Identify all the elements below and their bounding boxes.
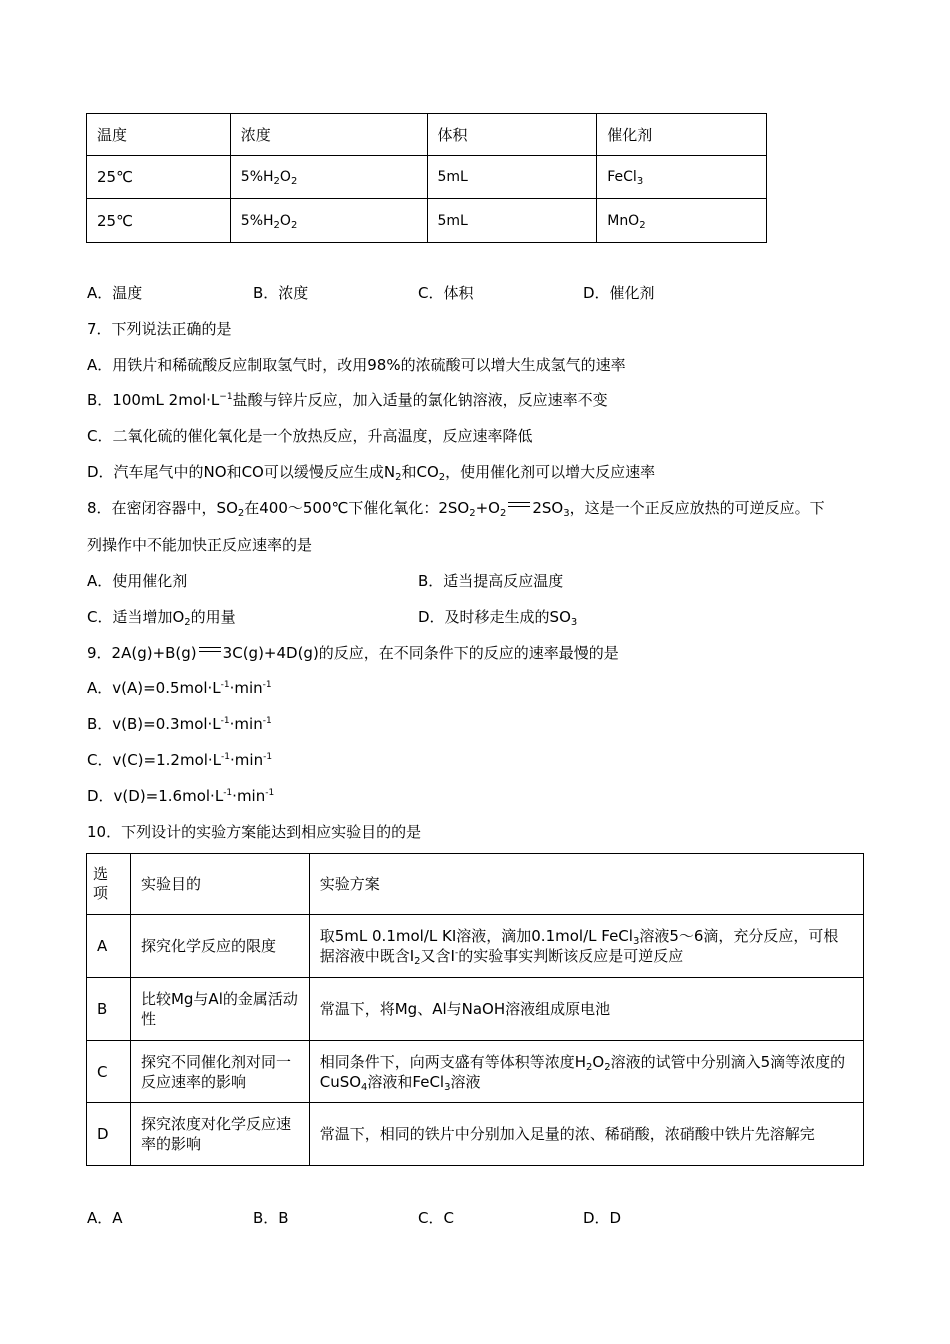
table-row: [87, 978, 864, 1041]
q9-option-a: A．$v(A)=0.5mol\cdot L^{-1}\cdot\min^{-1}$: [87, 679, 272, 697]
cell-purpose: 比较Mg与Al的金属活动性: [130, 978, 309, 1041]
q7-option-d: D．汽车尾气中的NO和CO可以缓慢反应生成$N_2$和$CO_2$，使用催化剂可以增大反应速率: [87, 463, 656, 483]
q8-option-d: D．及时移走生成的$SO_3$: [418, 608, 578, 628]
q7-option-c: C．二氧化硫的催化氧化是一个放热反应，升高温度，反应速率降低: [87, 427, 533, 445]
header-plan: 实验方案: [309, 854, 863, 915]
header-purpose: 实验目的: [130, 854, 309, 915]
cell-temperature: 25℃: [87, 199, 231, 243]
cell-catalyst: MnO$_2$: [597, 199, 767, 243]
cell-option: B: [87, 978, 131, 1041]
q8-option-a: A．使用催化剂: [87, 572, 188, 590]
reversible-arrow-icon: [506, 499, 532, 511]
q9-option-b: B．$v(B)=0.3mol\cdot L^{-1}\cdot\min^{-1}$: [87, 715, 272, 733]
experiment-conditions-table: [86, 113, 767, 243]
q8-stem-line1: 8．在密闭容器中，$SO_2$在400～500℃下催化氧化：$2SO_2+O_2$ $2SO_3$，这是一个正反应放热的可逆反应。下: [87, 499, 825, 519]
header-catalyst: 催化剂: [597, 114, 767, 156]
cell-option: A: [87, 915, 131, 978]
cell-option: D: [87, 1103, 131, 1166]
header-concentration: 浓度: [230, 114, 427, 156]
q7-stem: 7．下列说法正确的是: [87, 320, 232, 338]
q7-option-b: B．100mL $2mol\cdot L^{-1}$盐酸与锌片反应，加入适量的氯化钠溶液，反应速率不变: [87, 391, 608, 409]
q9-option-d: D．$v(D)=1.6mol\cdot L^{-1}\cdot\min^{-1}$: [87, 787, 275, 805]
cell-plan: 常温下，将Mg、Al与NaOH溶液组成原电池: [309, 978, 863, 1041]
header-volume: 体积: [427, 114, 597, 156]
cell-purpose: 探究浓度对化学反应速率的影响: [130, 1103, 309, 1166]
q6-option-c: C．体积: [418, 284, 474, 302]
q8-option-b: B．适当提高反应温度: [418, 572, 564, 590]
cell-volume: 5mL: [427, 199, 597, 243]
table-row: [87, 915, 864, 978]
q6-option-b: B．浓度: [253, 284, 309, 302]
table-row: [87, 199, 767, 243]
q10-option-d: D．D: [583, 1209, 622, 1227]
q6-option-a: A．温度: [87, 284, 143, 302]
cell-concentration: $5\%H_2O_2$: [230, 156, 427, 199]
q6-option-d: D．催化剂: [583, 284, 655, 302]
q10-stem: 10．下列设计的实验方案能达到相应实验目的的是: [87, 823, 422, 841]
table-row: [87, 156, 767, 199]
cell-plan: 常温下，相同的铁片中分别加入足量的浓、稀硝酸，浓硝酸中铁片先溶解完: [309, 1103, 863, 1166]
header-option: 选项: [87, 854, 131, 915]
q8-option-c: C．适当增加$O_2$的用量: [87, 608, 236, 628]
table-header-row: [87, 114, 767, 156]
cell-plan: 取5mL 0.1mol/L KI溶液，滴加0.1mol/L FeCl$_3$溶液5～6滴，充分反应，可根据溶液中既含$I_2$又含I-的实验事实判断该反应是可逆反应: [309, 915, 863, 978]
q10-option-a: A．A: [87, 1209, 123, 1227]
cell-catalyst: FeCl$_3$: [597, 156, 767, 199]
experiment-plan-table: [86, 853, 864, 1166]
table-header-row: [87, 854, 864, 915]
table-row: [87, 1103, 864, 1166]
reversible-arrow-icon: [197, 644, 223, 656]
cell-purpose: 探究不同催化剂对同一反应速率的影响: [130, 1041, 309, 1103]
cell-volume: 5mL: [427, 156, 597, 199]
cell-purpose: 探究化学反应的限度: [130, 915, 309, 978]
q9-stem: 9．2A(g)+B(g) 3C(g)+4D(g)的反应，在不同条件下的反应的速率最慢的是: [87, 644, 619, 662]
q7-option-a: A．用铁片和稀硫酸反应制取氢气时，改用98%的浓硫酸可以增大生成氢气的速率: [87, 356, 626, 374]
cell-temperature: 25℃: [87, 156, 231, 199]
cell-option: C: [87, 1041, 131, 1103]
cell-plan: 相同条件下，向两支盛有等体积等浓度$H_2O_2$溶液的试管中分别滴入5滴等浓度的CuSO$_4$溶液和FeCl$_3$溶液: [309, 1041, 863, 1103]
q8-stem-line2: 列操作中不能加快正反应速率的是: [87, 536, 313, 554]
q10-option-c: C．C: [418, 1209, 454, 1227]
q9-option-c: C．$v(C)=1.2mol\cdot L^{-1}\cdot\min^{-1}$: [87, 751, 273, 769]
header-temperature: 温度: [87, 114, 231, 156]
cell-concentration: $5\%H_2O_2$: [230, 199, 427, 243]
q10-option-b: B．B: [253, 1209, 289, 1227]
table-row: [87, 1041, 864, 1103]
